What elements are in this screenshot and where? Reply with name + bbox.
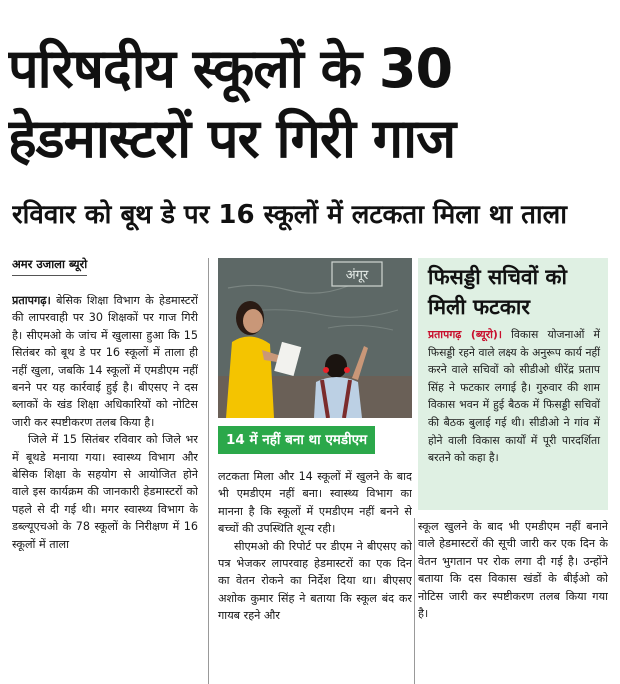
classroom-photo: [218, 258, 412, 418]
column-divider: [208, 258, 209, 684]
sidebar-title: फिसड्डी सचिवों को मिली फटकार: [428, 265, 567, 319]
column-divider: [414, 518, 415, 684]
article-paragraph-2: जिले में 15 सितंबर रविवार को जिले भर में बूथडे मनाया गया। स्वास्थ्य विभाग और बेसिक शिक्षा के सहयोग से आयोजित होने वाले इस कार्यक्रम की जानकारी हेडमास्टरों को पहले से दी गई थी। मगर स्वास्थ्य विभाग के डब्ल्यूएचओ के 78 स्कूलों के निरीक्षण में 16 स्कूलों में ताला: [12, 433, 198, 551]
article-column-2-text: लटकता मिला और 14 स्कूलों में खुलने के बाद भी एमडीएम नहीं बना। स्वास्थ्य विभाग का मानना है कि स्कूलों में एमडीएम नहीं बनने से बच्चों की उपस्थिति शून्य रही।: [218, 470, 412, 536]
article-column-2-paragraph-2: सीएमओ की रिपोर्ट पर डीएम ने बीएसए को पत्र भेजकर लापरवाह हेडमास्टरों का एक दिन का वेतन रोकने का निर्देश दिया था। बीएसए अशोक कुमार सिंह ने बताया कि स्कूल बंद कर गायब रहने और: [218, 539, 412, 623]
classroom-illustration: [218, 258, 412, 418]
sidebar-text: विकास योजनाओं में फिसड्डी रहने वाले लक्ष्य के अनुरूप कार्य नहीं करने वाले सचिवों को सीडीओ धीरेंद्र प्रताप सिंह ने फटकार लगाई है। गुरुवार की शाम विकास भवन में हुई बैठक में फिसड्डी सचिवों की बैठक बुलाई गई थी। सीडीओ ने गांव में होने वाली विकास कार्यों में पूरी पारदर्शिता बरतने को कहा है।: [428, 328, 600, 465]
sidebar-body: [428, 326, 600, 467]
headline-line-2: हेडमास्टरों पर गिरी गाज: [8, 107, 456, 170]
subheadline: रविवार को बूथ डे पर 16 स्कूलों में लटकता मिला था ताला: [12, 200, 568, 230]
sidebar-dateline: प्रतापगढ़ (ब्यूरो)।: [428, 328, 502, 341]
article-column-2: [218, 468, 412, 684]
article-dateline: प्रतापगढ़।: [12, 294, 51, 307]
chalkboard-text: अंगूर: [345, 268, 369, 283]
article-column-1: [12, 292, 198, 684]
byline: अमर उजाला ब्यूरो: [12, 257, 87, 276]
article-column-3-text: स्कूल खुलने के बाद भी एमडीएम नहीं बनाने वाले हेडमास्टरों की सूची जारी कर एक दिन के वेतन भुगतान पर रोक लगा दी गई है। उन्होंने बताया कि दस विकास खंडों के बीईओ को नोटिस जारी कर स्पष्टीकरण तलब किया गया है।: [418, 520, 608, 621]
article-column-3: [418, 518, 608, 684]
article-paragraph-1: बेसिक शिक्षा विभाग के हेडमास्टरों की लापरवाही पर 30 शिक्षकों पर गाज गिरी है। सीएमओ के जांच में खुलासा हुआ कि 15 सितंबर को बूथ डे पर 16 स्कूलों में ताला ही नहीं खुला, जबकि 14 स्कूलों में एमडीएम नहीं बनने पर यह कार्रवाई हुई है। बीएसए ने दस ब्लाकों के खंड शिक्षा अधिकारियों को नोटिस जारी कर स्पष्टीकरण तलब किया है।: [12, 294, 198, 429]
photo-caption: 14 में नहीं बना था एमडीएम: [218, 426, 375, 454]
sidebar-story: [418, 258, 608, 510]
headline-line-1: परिषदीय स्कूलों के 30: [8, 37, 453, 100]
